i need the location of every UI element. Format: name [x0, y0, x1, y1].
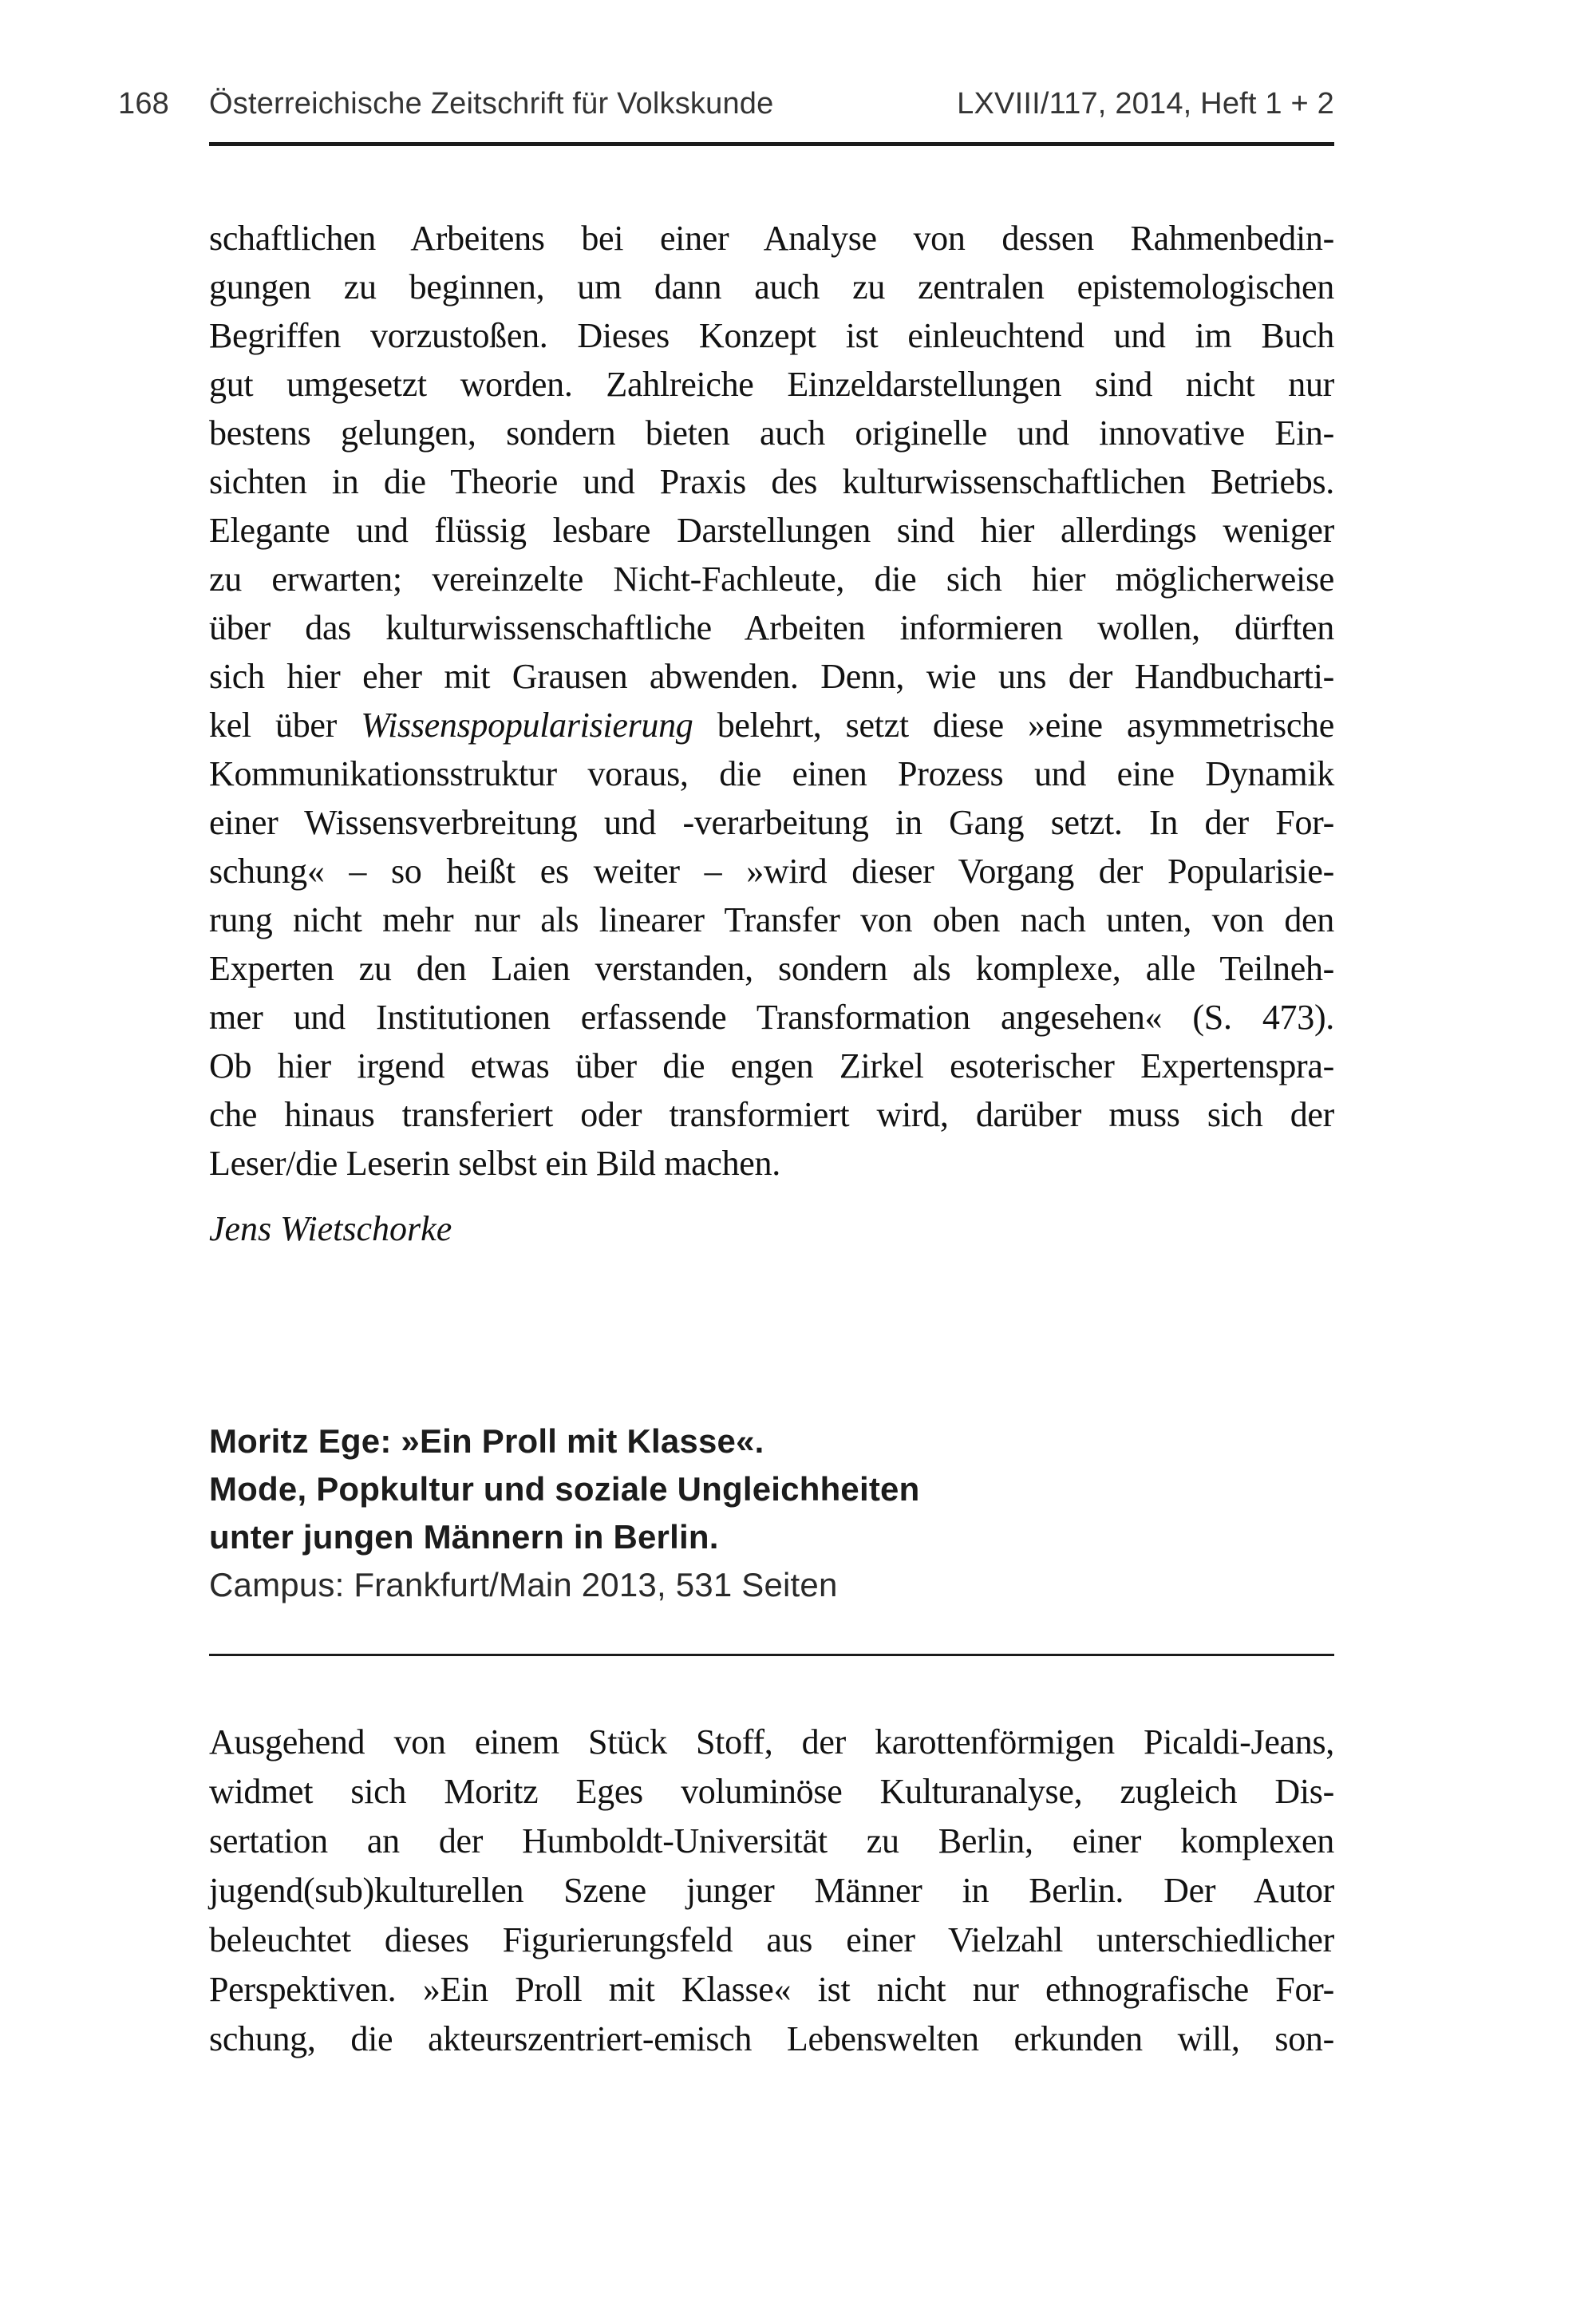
- book-publisher-line: Campus: Frankfurt/Main 2013, 531 Seiten: [209, 1566, 838, 1603]
- text-line: Moritz Ege: »Ein Proll mit Klasse«.: [209, 1422, 764, 1460]
- text-line: che hinaus transferiert oder transformiert wird, darüber muss sich der: [209, 1095, 1334, 1134]
- text-line: Ausgehend von einem Stück Stoff, der karottenförmigen Picaldi-Jeans,: [209, 1722, 1334, 1761]
- text-line: Begriffen vorzustoßen. Dieses Konzept ist einleuchtend und im Buch: [209, 316, 1334, 355]
- text-line: Mode, Popkultur und soziale Ungleichheiten: [209, 1470, 920, 1508]
- text-line: mer und Institutionen erfassende Transformation angesehen« (S. 473).: [209, 998, 1334, 1037]
- text-line: einer Wissensverbreitung und -verarbeitung in Gang setzt. In der For-: [209, 803, 1334, 842]
- text-line: kel über Wissenspopularisierung belehrt, setzt diese »eine asymmetrische: [209, 706, 1334, 745]
- book-heading: [209, 1417, 1334, 1609]
- reviewer-signature: Jens Wietschorke: [209, 1209, 452, 1248]
- issue-info: LXVIII/117, 2014, Heft 1 + 2: [957, 87, 1334, 121]
- section-rule: [209, 1654, 1334, 1656]
- text-line: gut umgesetzt worden. Zahlreiche Einzeldarstellungen sind nicht nur: [209, 365, 1334, 404]
- header-rule: [209, 142, 1334, 146]
- text-line: schaftlichen Arbeitens bei einer Analyse von dessen Rahmenbedin-: [209, 219, 1334, 258]
- text-line: sichten in die Theorie und Praxis des kulturwissenschaftlichen Betriebs.: [209, 462, 1334, 501]
- page-header: [118, 86, 1334, 121]
- text-line: zu erwarten; vereinzelte Nicht-Fachleute, die sich hier möglicherweise: [209, 559, 1334, 599]
- text-line: beleuchtet dieses Figurierungsfeld aus einer Vielzahl unterschiedlicher: [209, 1920, 1334, 1959]
- book-review-paragraph: [209, 1718, 1334, 2064]
- text-line: bestens gelungen, sondern bieten auch originelle und innovative Ein-: [209, 413, 1334, 453]
- text-line: jugend(sub)kulturellen Szene junger Männer in Berlin. Der Autor: [209, 1871, 1334, 1910]
- text-line: gungen zu beginnen, um dann auch zu zentralen epistemologischen: [209, 267, 1334, 306]
- text-line: Elegante und flüssig lesbare Darstellungen sind hier allerdings weniger: [209, 511, 1334, 550]
- text-line: unter jungen Männern in Berlin.: [209, 1518, 719, 1556]
- text-line: schung« – so heißt es weiter – »wird dieser Vorgang der Popularisie-: [209, 852, 1334, 891]
- text-line: rung nicht mehr nur als linearer Transfer von oben nach unten, von den: [209, 900, 1334, 939]
- text-line: Perspektiven. »Ein Proll mit Klasse« ist nicht nur ethnografische For-: [209, 1970, 1334, 2009]
- text-line: sich hier eher mit Grausen abwenden. Denn, wie uns der Handbucharti-: [209, 657, 1334, 696]
- review-conclusion-paragraph: [209, 214, 1334, 1188]
- book-title: [209, 1417, 1334, 1561]
- text-line: Kommunikationsstruktur voraus, die einen Prozess und eine Dynamik: [209, 754, 1334, 793]
- text-line: über das kulturwissenschaftliche Arbeiten informieren wollen, dürften: [209, 608, 1334, 647]
- italic-text: Wissenspopularisierung: [361, 706, 693, 745]
- journal-title: Österreichische Zeitschrift für Volkskunde: [209, 87, 774, 121]
- text-line: Ob hier irgend etwas über die engen Zirkel esoterischer Expertenspra-: [209, 1046, 1334, 1085]
- page-number: 168: [118, 87, 170, 121]
- text-line: widmet sich Moritz Eges voluminöse Kulturanalyse, zugleich Dis-: [209, 1772, 1334, 1811]
- text-line: Experten zu den Laien verstanden, sondern als komplexe, alle Teilneh-: [209, 949, 1334, 988]
- text-line: Leser/die Leserin selbst ein Bild machen.: [209, 1144, 780, 1183]
- text-line: schung, die akteurszentriert-emisch Lebenswelten erkunden will, son-: [209, 2019, 1334, 2058]
- text-line: sertation an der Humboldt-Universität zu Berlin, einer komplexen: [209, 1821, 1334, 1860]
